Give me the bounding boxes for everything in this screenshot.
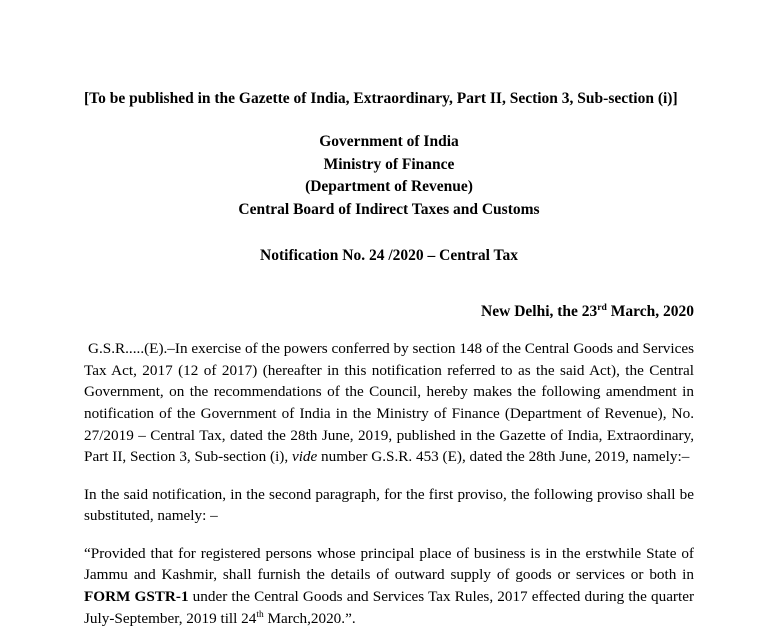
place-date-suffix: March, 2020 [606, 303, 694, 321]
proviso-form-reference: FORM GSTR-1 [84, 588, 189, 606]
paragraph-substituted-proviso [84, 543, 694, 629]
place-and-date [84, 303, 694, 321]
authority-line-board: Central Board of Indirect Taxes and Customs [238, 200, 540, 218]
authority-line-department: (Department of Revenue) [305, 178, 473, 196]
proviso-date-ordinal-suffix: th [256, 609, 264, 620]
preamble-vide-italic: vide [291, 448, 318, 466]
notification-number: Notification No. 24 /2020 – Central Tax [260, 247, 518, 265]
place-date-prefix: New Delhi, the 23 [481, 303, 598, 321]
issuing-authority-block [84, 131, 694, 221]
preamble-text-part2: number G.S.R. 453 (E), dated the 28th June, 2019, namely:– [317, 448, 690, 466]
preamble-text-part1: G.S.R.....(E).–In exercise of the powers conferred by section 148 of the Central Goods and Services Tax Act, 2017 (12 of 2017) (hereafter in this notification referred to as the said Act), the Central Government, on the recommendations of the Council, hereby makes the following amendment in notification of the Government of India in the Ministry of Finance (Department of Revenue), No. 27/2019 – Central Tax, dated the 28th June, 2019, published in the Gazette of India, Extraordinary, Part II, Section 3, Sub-section (i), [84, 340, 694, 466]
proviso-text-part3: March,2020.”. [263, 609, 356, 627]
authority-line-ministry: Ministry of Finance [323, 155, 455, 173]
proviso-text-part2: under the Central Goods and Services Tax Rules, 2017 effected during the quarter July-September, 2019 till 24 [84, 588, 695, 627]
paragraph-amendment-instruction: In the said notification, in the second paragraph, for the first proviso, the following proviso shall be substituted, namely: – [84, 485, 694, 525]
paragraph-preamble [84, 338, 694, 467]
date-ordinal-suffix: rd [597, 302, 607, 314]
proviso-text-part1: “Provided that for registered persons whose principal place of business is in the erstwhile State of Jammu and Kashmir, shall furnish the details of outward supply of goods or services or both in [84, 544, 694, 584]
authority-line-government: Government of India [319, 133, 459, 151]
document-body [84, 88, 694, 629]
gazette-publication-note: [To be published in the Gazette of India, Extraordinary, Part II, Section 3, Sub-section (i)] [84, 90, 678, 107]
